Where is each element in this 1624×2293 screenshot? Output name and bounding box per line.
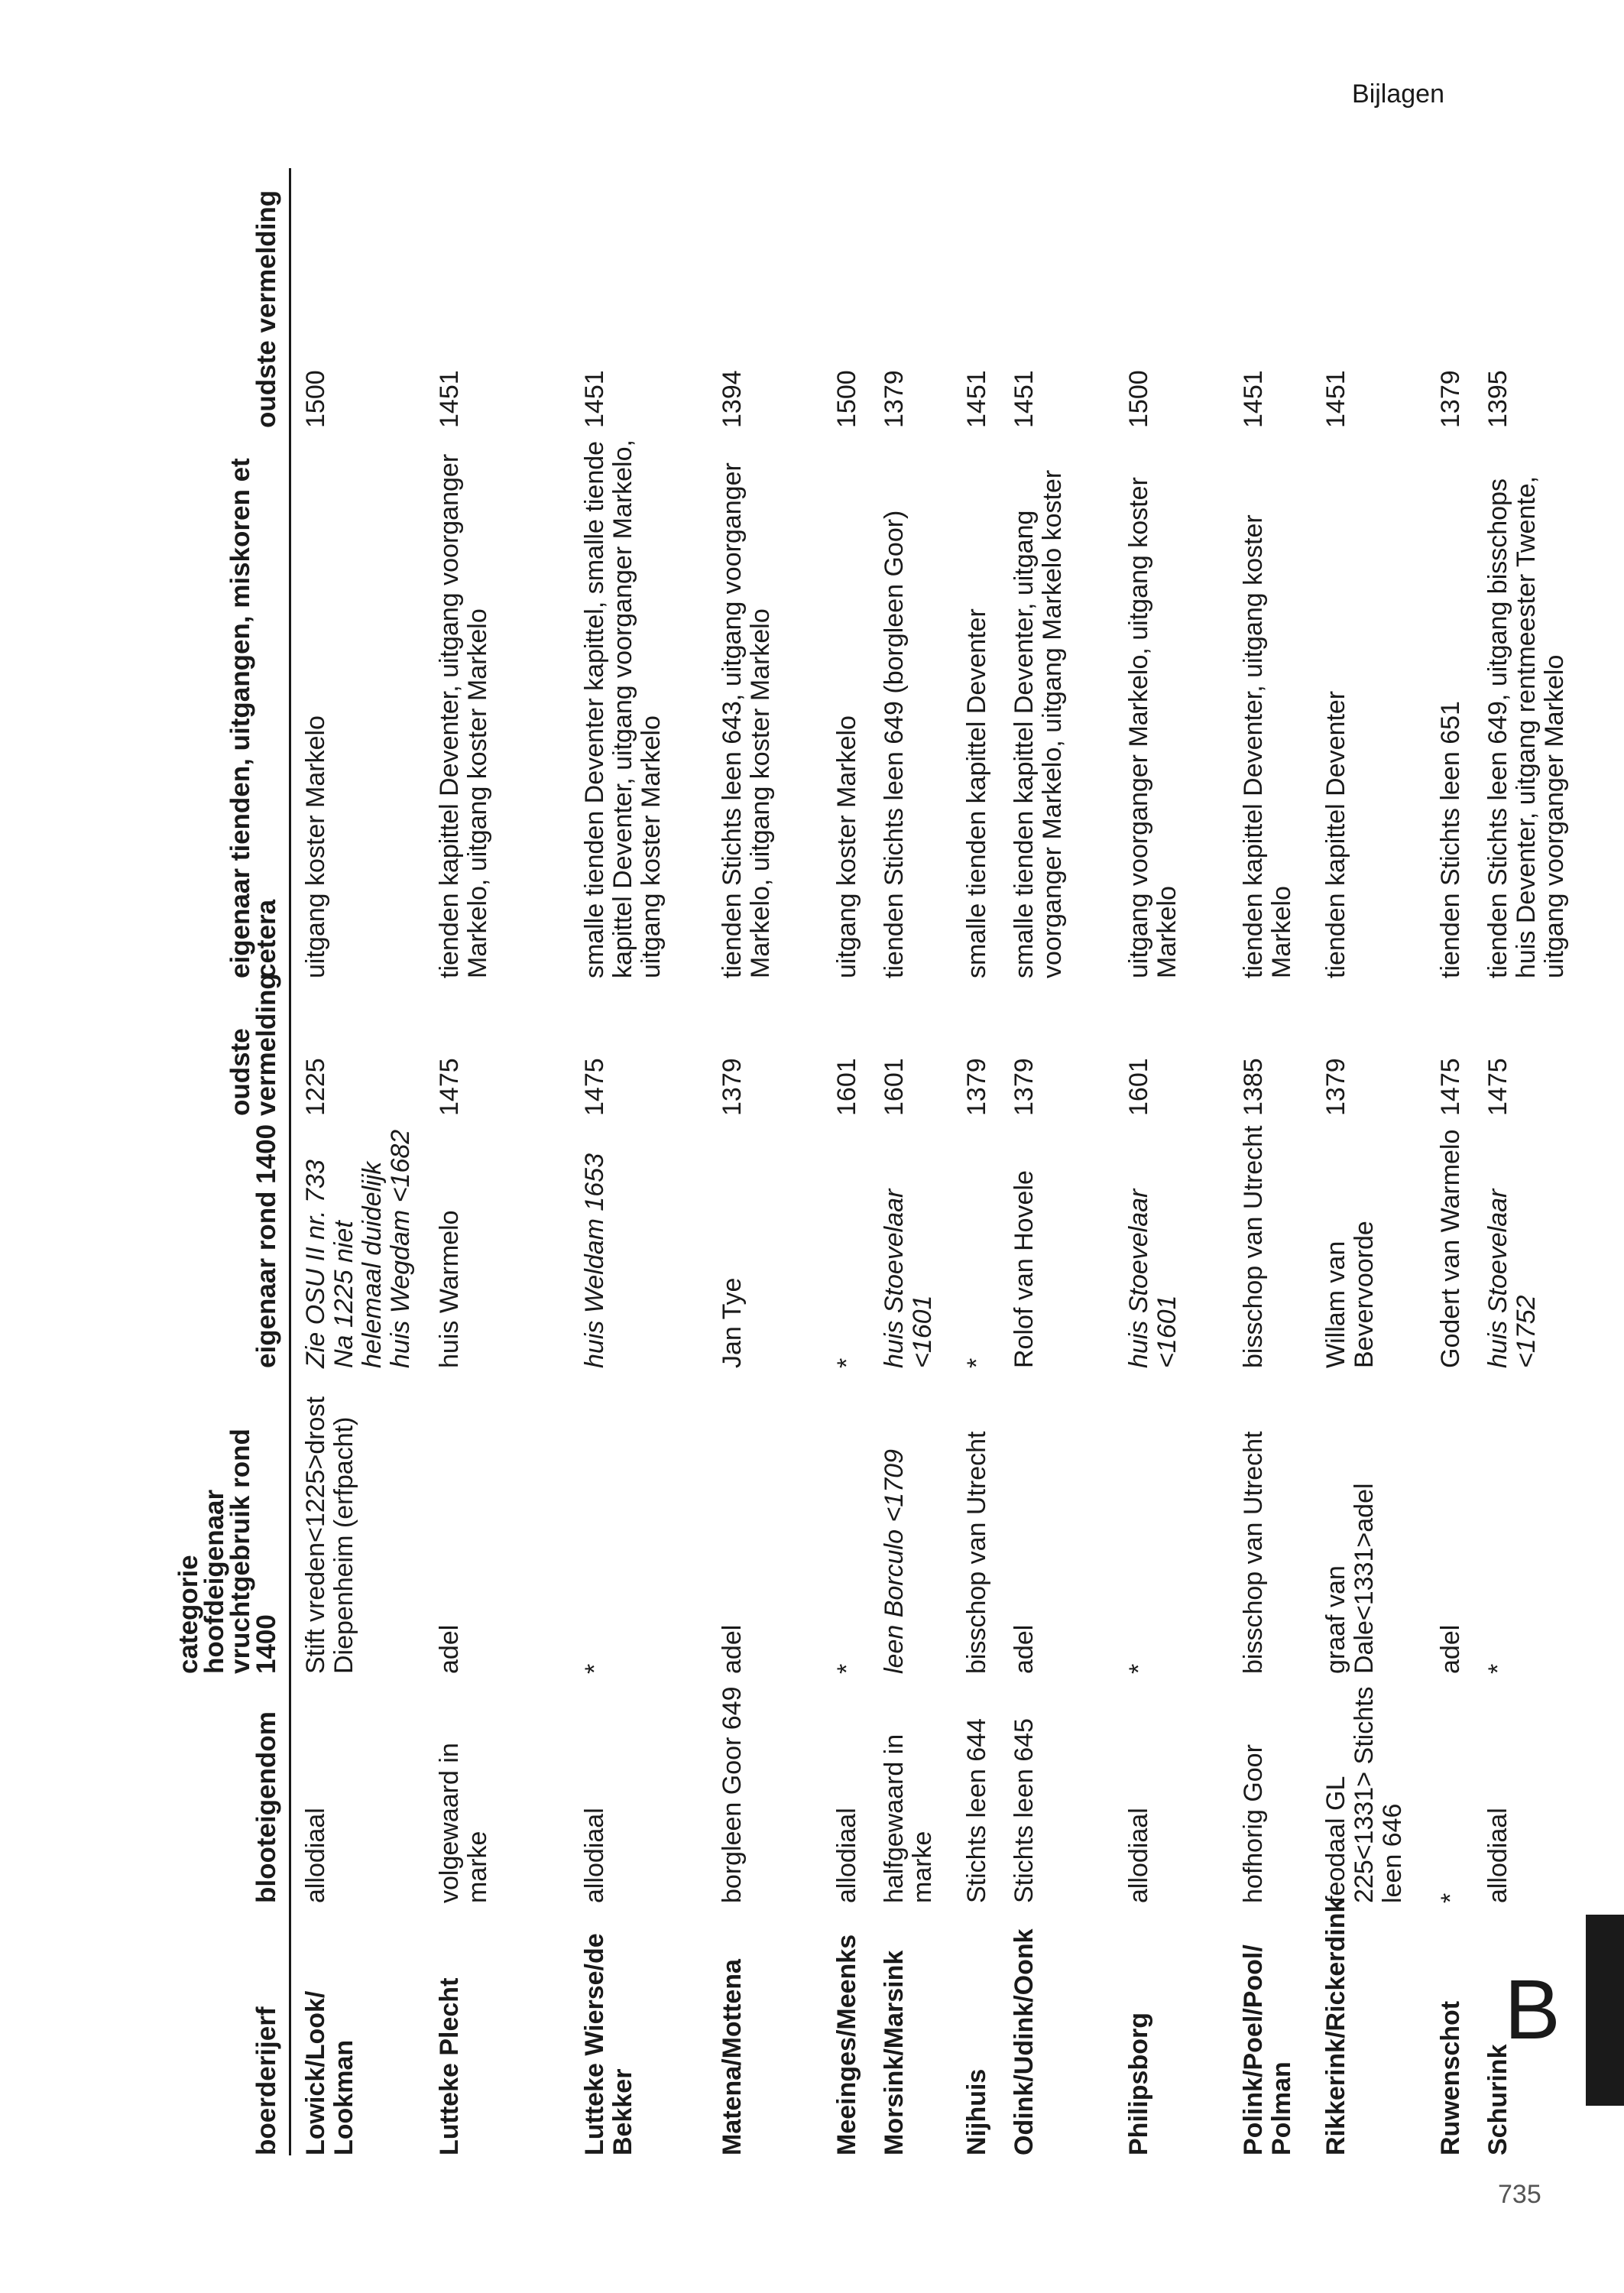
- cell-tienden: tienden kapittel Deventer, uitgang voorganger Markelo, uitgang koster Markelo: [434, 453, 492, 978]
- cell-categorie: *: [579, 1663, 609, 1674]
- cell-farm: Rikkerink/Rickerdink: [1321, 1898, 1350, 2155]
- cell-tienden: tienden kapittel Deventer, uitgang koster Markelo: [1238, 514, 1296, 978]
- cell-oudste-vermelding-2: 1379: [1435, 370, 1465, 428]
- page-number: 735: [1498, 2180, 1541, 2209]
- cell-oudste-vermelding-2: 1451: [1009, 370, 1039, 428]
- cell-eigenaar: *: [831, 1357, 861, 1368]
- cell-blooteigendom: Stichts leen 645: [1009, 1718, 1039, 1903]
- cell-tienden: smalle tienden kapittel Deventer, uitgang voorganger Markelo, uitgang Markelo koster: [1009, 469, 1067, 978]
- table-row: [1437, 168, 1484, 2155]
- column-header-tienden: eigenaar tienden, uitgangen, miskoren et cetera: [176, 428, 290, 978]
- column-header-categorie: categorie hoofdeigenaar vruchtgebruik rond 1400: [176, 1368, 290, 1674]
- farm-ownership-table: [173, 168, 1606, 2155]
- column-header-oudste-vermelding-2: oudste vermelding: [176, 168, 290, 428]
- cell-tienden: smalle tienden kapittel Deventer: [961, 608, 991, 978]
- cell-categorie: *: [1483, 1663, 1512, 1674]
- table-row: [1010, 168, 1125, 2155]
- cell-oudste-vermelding: 1379: [717, 1058, 747, 1116]
- cell-oudste-vermelding-2: 1500: [831, 370, 861, 428]
- cell-oudste-vermelding: 1475: [1435, 1058, 1465, 1116]
- rotated-table-container: [173, 168, 1569, 2155]
- cell-farm: Nijhuis: [961, 2068, 991, 2155]
- cell-oudste-vermelding-2: 1500: [301, 370, 330, 428]
- column-header-eigenaar: eigenaar rond 1400: [176, 1116, 290, 1368]
- cell-oudste-vermelding: 1601: [831, 1058, 861, 1116]
- cell-eigenaar: Jan Tye: [717, 1277, 747, 1368]
- cell-farm: Lutteke Plecht: [434, 1977, 464, 2155]
- cell-tienden: smalle tienden Deventer kapittel, smalle tiende kapittel Deventer, uitgang voorganger Markelo, uitgang koster Markelo: [579, 439, 666, 978]
- cell-categorie: *: [1123, 1663, 1153, 1674]
- cell-oudste-vermelding: 1475: [579, 1058, 609, 1116]
- cell-tienden: tienden Stichts leen 649 (borgleen Goor): [879, 510, 909, 978]
- cell-eigenaar: Zie OSU II nr. 733 Na 1225 niet helemaal duidelijk huis Wegdam <1682: [301, 1129, 415, 1368]
- cell-blooteigendom: borgleen Goor 649: [717, 1686, 747, 1903]
- cell-farm: Schurink: [1483, 2044, 1512, 2155]
- cell-eigenaar: huis Stoevelaar <1752: [1483, 1189, 1541, 1368]
- cell-blooteigendom: volgewaard in marke: [434, 1743, 492, 1903]
- cell-categorie: adel: [434, 1624, 464, 1674]
- cell-oudste-vermelding-2: 1451: [434, 370, 464, 428]
- cell-farm: Morsink/Marsink: [879, 1950, 909, 2155]
- table-row: [1125, 168, 1240, 2155]
- cell-oudste-vermelding-2: 1451: [1321, 370, 1350, 428]
- cell-oudste-vermelding-2: 1451: [1238, 370, 1268, 428]
- table-row: [718, 168, 833, 2155]
- section-label: Bijlagen: [1352, 79, 1444, 109]
- cell-farm: Lowick/Look/ Lookman: [301, 1990, 358, 2155]
- table-header-row: [176, 168, 290, 2155]
- table-row: [833, 168, 880, 2155]
- cell-tienden: tienden kapittel Deventer: [1321, 690, 1350, 978]
- cell-blooteigendom: allodiaal: [579, 1808, 609, 1903]
- chapter-letter: B: [1504, 1963, 1561, 2057]
- cell-oudste-vermelding: 1601: [1123, 1058, 1153, 1116]
- cell-categorie: bisschop van Utrecht: [961, 1431, 991, 1674]
- cell-eigenaar: Rolof van Hovele: [1009, 1170, 1039, 1368]
- cell-categorie: Stift vreden<1225>drost Diepenheim (erfpacht): [301, 1396, 358, 1674]
- cell-eigenaar: huis Weldam 1653: [579, 1153, 609, 1368]
- cell-oudste-vermelding: 1475: [1483, 1058, 1512, 1116]
- cell-farm: Polink/Poel/Pool/ Polman: [1238, 1944, 1296, 2155]
- cell-categorie: leen Borculo <1709: [879, 1449, 909, 1674]
- cell-tienden: tienden Stichts leen 649, uitgang bisschops huis Deventer, uitgang rentmeester Twente, uitgang voorganger Markelo: [1483, 475, 1569, 978]
- column-header-oudste-vermelding: oudste vermelding: [176, 978, 290, 1116]
- table-row: [1322, 168, 1437, 2155]
- cell-oudste-vermelding-2: 1500: [1123, 370, 1153, 428]
- column-header-blooteigendom: blooteigendom: [176, 1674, 290, 1903]
- cell-oudste-vermelding: 1225: [301, 1058, 330, 1116]
- cell-farm: Philipsborg: [1123, 2012, 1153, 2155]
- cell-farm: Meeinges/Meenks: [831, 1934, 861, 2155]
- cell-tienden: tienden Stichts leen 643, uitgang voorganger Markelo, uitgang koster Markelo: [717, 462, 775, 978]
- cell-oudste-vermelding: 1601: [879, 1058, 909, 1116]
- cell-blooteigendom: Stichts leen 644: [961, 1718, 991, 1903]
- cell-tienden: uitgang voorganger Markelo, uitgang koster Markelo: [1123, 477, 1182, 978]
- cell-eigenaar: *: [961, 1357, 991, 1368]
- cell-categorie: adel: [717, 1624, 747, 1674]
- cell-blooteigendom: feodaal GL 225<1331> Stichts leen 646: [1321, 1686, 1407, 1903]
- cell-tienden: tienden Stichts leen 651: [1435, 701, 1465, 978]
- table-row: [880, 168, 963, 2155]
- column-header-boerderijerf: boerderijerf: [176, 1903, 290, 2155]
- cell-oudste-vermelding: 1475: [434, 1058, 464, 1116]
- table-body: [290, 168, 1606, 2155]
- cell-farm: Odink/Udink/Oonk: [1009, 1928, 1039, 2155]
- cell-blooteigendom: allodiaal: [301, 1808, 330, 1903]
- table-row: [581, 168, 718, 2155]
- cell-blooteigendom: allodiaal: [1483, 1808, 1512, 1903]
- cell-eigenaar: Willam van Bevervoorde: [1321, 1221, 1379, 1368]
- cell-blooteigendom: *: [1435, 1892, 1465, 1903]
- cell-eigenaar: huis Stoevelaar <1601: [1123, 1189, 1182, 1368]
- cell-oudste-vermelding: 1385: [1238, 1058, 1268, 1116]
- cell-oudste-vermelding-2: 1395: [1483, 370, 1512, 428]
- cell-oudste-vermelding: 1379: [1009, 1058, 1039, 1116]
- cell-blooteigendom: allodiaal: [831, 1808, 861, 1903]
- table-row: [1484, 168, 1606, 2155]
- cell-categorie: adel: [1435, 1624, 1465, 1674]
- table-row: [963, 168, 1010, 2155]
- cell-farm: Ruwenschot: [1435, 2000, 1465, 2155]
- cell-farm: Matena/Mottena: [717, 1959, 747, 2155]
- cell-blooteigendom: hofhorig Goor: [1238, 1744, 1268, 1903]
- cell-categorie: *: [831, 1663, 861, 1674]
- cell-categorie: graaf van Dale<1331>adel: [1321, 1483, 1379, 1674]
- cell-categorie: adel: [1009, 1624, 1039, 1674]
- table-row: [436, 168, 581, 2155]
- table-row: [290, 168, 436, 2155]
- cell-eigenaar: Godert van Warmelo: [1435, 1129, 1465, 1368]
- cell-tienden: uitgang koster Markelo: [301, 715, 330, 978]
- cell-oudste-vermelding-2: 1451: [961, 370, 991, 428]
- cell-eigenaar: huis Warmelo: [434, 1210, 464, 1368]
- cell-blooteigendom: halfgewaard in marke: [879, 1734, 937, 1903]
- cell-farm: Lutteke Wierse/de Bekker: [579, 1933, 637, 2155]
- cell-oudste-vermelding-2: 1379: [879, 370, 909, 428]
- cell-categorie: bisschop van Utrecht: [1238, 1431, 1268, 1674]
- cell-blooteigendom: allodiaal: [1123, 1808, 1153, 1903]
- cell-oudste-vermelding-2: 1394: [717, 370, 747, 428]
- cell-eigenaar: huis Stoevelaar <1601: [879, 1189, 937, 1368]
- table-row: [1240, 168, 1322, 2155]
- cell-tienden: uitgang koster Markelo: [831, 715, 861, 978]
- cell-oudste-vermelding-2: 1451: [579, 370, 609, 428]
- cell-eigenaar: bisschop van Utrecht: [1238, 1125, 1268, 1368]
- cell-oudste-vermelding: 1379: [1321, 1058, 1350, 1116]
- cell-oudste-vermelding: 1379: [961, 1058, 991, 1116]
